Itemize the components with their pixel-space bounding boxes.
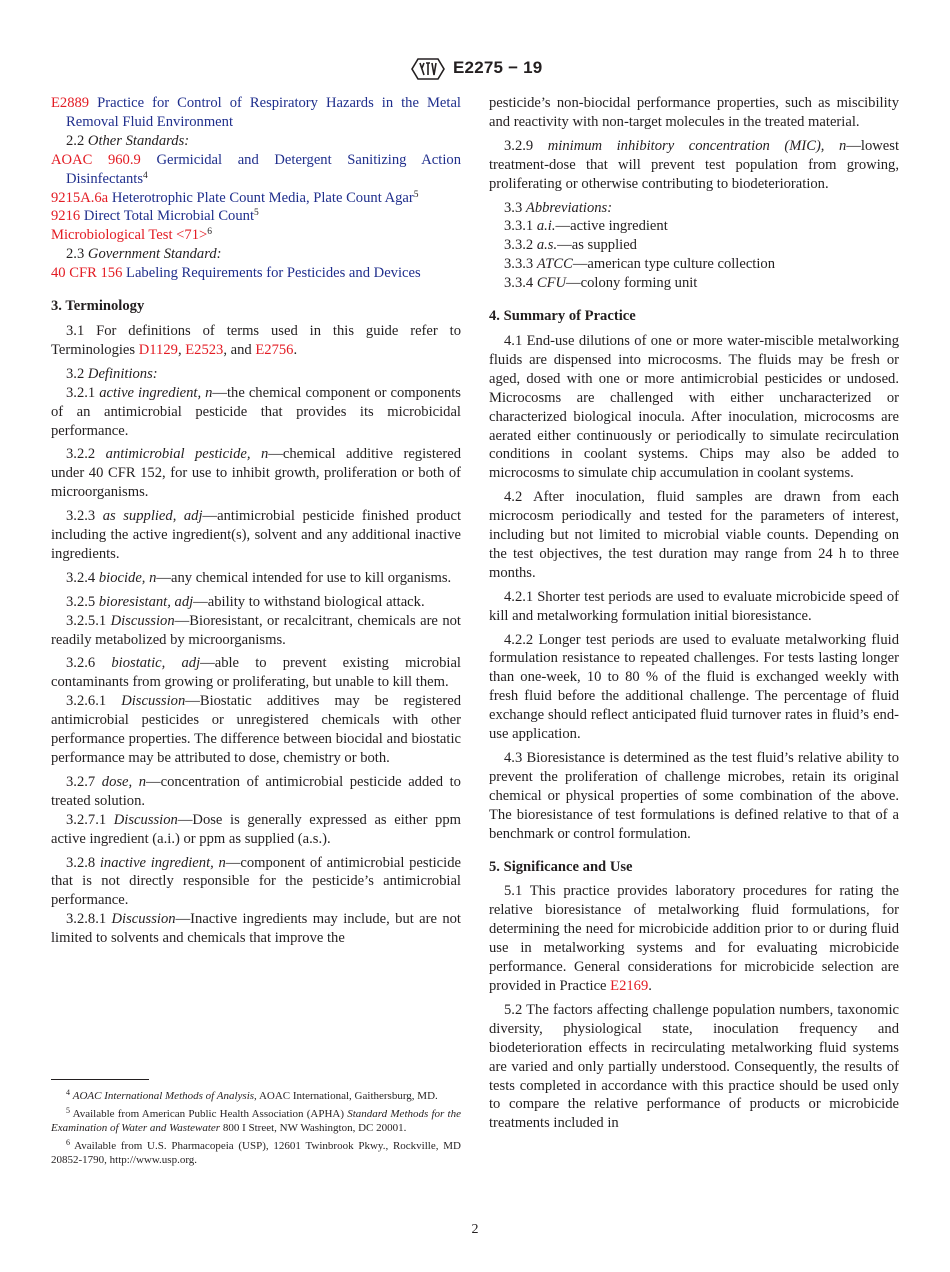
section-heading: 4. Summary of Practice: [489, 308, 636, 325]
reference-entry: Microbiological Test <71>$^6$: [51, 227, 212, 244]
definition: 3.2.8 inactive ingredient, n—component of antimicrobial pesticide that is not directly responsible for the pesticide’s antimicrobial performance.: [51, 854, 461, 909]
paragraph: 3.1 For definitions of terms used in this guide refer to Terminologies D1129, E2523, and E2756.: [51, 322, 461, 358]
paragraph: 4.2 After inoculation, fluid samples are drawn from each microcosm periodically and tested for the parameters of interest, including but not limited to microbial viable counts. Depending on the test objectives, the test duration may range from 24 h to three months.: [489, 489, 899, 581]
footnote-divider: [51, 1079, 149, 1080]
reference-entry: [51, 94, 461, 132]
definition: 3.2.5 bioresistant, adj—ability to withstand biological attack.: [66, 593, 425, 610]
paragraph: 5.1 This practice provides laboratory procedures for rating the relative bioresistance of metalworking fluid formulations, for determining the need for microbicide addition prior to or during fluid use in metalworking systems and for evaluating microbicide performance. General considerations for microbicide selection are provided in Practice E2169.: [489, 883, 899, 994]
reference-link[interactable]: E2523: [185, 341, 224, 358]
definition: 3.2.5.1 Discussion—Bioresistant, or recalcitrant, chemicals are not readily metabolized by microorganisms.: [51, 612, 461, 648]
subsection-heading: 2.3 Government Standard:: [66, 246, 222, 263]
footnote: $^6$ Available from U.S. Pharmacopeia (USP), 12601 Twinbrook Pkwy., Rockville, MD 20852-1790, http://www.usp.org.: [51, 1138, 461, 1166]
reference-entry: 9216 Direct Total Microbial Count$^5$: [51, 208, 259, 225]
reference-link[interactable]: E2169: [610, 977, 649, 994]
reference-entry: AOAC 960.9 Germicidal and Detergent Sanitizing Action Disinfectants$^4$: [51, 151, 461, 187]
definition: 3.2.6.1 Discussion—Biostatic additives may be registered antimicrobial pesticides or unregistered chemicals with other performance properties. The difference between biocidal and biostatic performance may be attributed to dose, chemistry or both.: [51, 693, 461, 766]
paragraph: 4.3 Bioresistance is determined as the test fluid’s relative ability to prevent the proliferation of challenge microbes, retain its original chemical or physical properties of some combination of the above. The bioresistance of test formulations is defined relative to that of a benchmark or control formulation.: [489, 750, 899, 842]
definition: 3.2.6 biostatic, adj—able to prevent existing microbial contaminants from growing or proliferating, but unable to kill them.: [51, 655, 461, 691]
document-id: E2275 − 19: [453, 58, 543, 77]
subsection-heading: 2.2 Other Standards:: [66, 132, 190, 149]
paragraph: 4.1 End-use dilutions of one or more water-miscible metalworking fluids are dispensed into microcosms. The fluids may be fresh or aged, dosed with one or more antimicrobial pesticides or undosed. Microcosms are challenged with either uncharacterized or characterized biological inocula. After inoculation, microcosms are aerated either continuously or periodically to simulate recirculation conditions in coolant systems. Chips may also be added to microcosms to simulate chip accumulation in coolant systems.: [489, 332, 899, 482]
abbreviation: 3.3.2 a.s.—as supplied: [504, 237, 637, 254]
definition: 3.2.9 minimum inhibitory concentration (MIC), n—lowest treatment-dose that will prevent test population from growing, proliferating or otherwise contributing to biodeterioration.: [489, 137, 900, 192]
definition: 3.2.7.1 Discussion—Dose is generally expressed as either ppm active ingredient (a.i.) or ppm as supplied (a.s.).: [51, 811, 461, 847]
reference-title[interactable]: Practice for Control of Respiratory Hazards in the Metal Removal Fluid Environment: [66, 95, 461, 130]
paragraph: 4.2.1 Shorter test periods are used to evaluate microbicide speed of kill and metalworking formulation initial bioresistance.: [489, 588, 899, 624]
footnote: $^4$ AOAC International Methods of Analysis, AOAC International, Gaithersburg, MD.: [66, 1088, 438, 1102]
footnotes: [51, 1089, 461, 1171]
footnote: $^5$ Available from American Public Health Association (APHA) Standard Methods for the Examination of Water and Wastewater 800 I Street, NW Washington, DC 20001.: [51, 1106, 461, 1134]
reference-code[interactable]: E2889: [51, 95, 90, 111]
abbreviation: 3.3.4 CFU—colony forming unit: [504, 275, 698, 292]
section-heading: 5. Significance and Use: [489, 858, 633, 875]
definition: 3.2.8.1 Discussion—Inactive ingredients may include, but are not limited to solvents and chemicals that improve the: [51, 911, 461, 947]
definition: 3.2.1 active ingredient, n—the chemical component or components of an antimicrobial pesticide that provides its microbicidal performance.: [51, 384, 461, 439]
right-column: [489, 94, 899, 1133]
page-header: [0, 56, 950, 82]
astm-logo-icon: [408, 56, 448, 82]
definition: 3.2.3 as supplied, adj—antimicrobial pesticide finished product including the active ingredient(s), solvent and any additional inactive ingredients.: [51, 508, 461, 562]
abbreviation: 3.3.1 a.i.—active ingredient: [504, 218, 668, 235]
subsection-heading: 3.2 Definitions:: [66, 365, 158, 382]
paragraph: 4.2.2 Longer test periods are used to evaluate metalworking fluid formulation resistance to repeated challenges. For tests lasting longer than one-week, 10 to 80 % of the fluid is exchanged weekly with fresh fluid before the additional challenge. The percentage of fluid exchange should reflect anticipated fluid turnover rates in fluid’s end-use application.: [489, 631, 899, 743]
reference-link[interactable]: D1129: [138, 341, 178, 358]
definition: 3.2.4 biocide, n—any chemical intended for use to kill organisms.: [66, 569, 452, 586]
abbreviation: 3.3.3 ATCC—american type culture collection: [504, 256, 776, 273]
page-number: 2: [471, 1222, 479, 1237]
reference-link[interactable]: E2756: [255, 341, 294, 358]
subsection-heading: 3.3 Abbreviations:: [504, 199, 613, 216]
definition: 3.2.7 dose, n—concentration of antimicrobial pesticide added to treated solution.: [51, 773, 461, 809]
reference-entry: 9215A.6a Heterotrophic Plate Count Media, Plate Count Agar$^5$: [51, 189, 419, 206]
paragraph: 5.2 The factors affecting challenge population numbers, taxonomic diversity, physiological state, inoculation frequency and biodeterioration effects in recirculating metalworking fluid systems are varied and only partially understood. Consequently, the results of tests completed in accordance with this practice should be used only to compare the relative performance of products or microbicide treatments included in: [489, 1001, 899, 1132]
definition: 3.2.2 antimicrobial pesticide, n—chemical additive registered under 40 CFR 152, for use to inhibit growth, proliferation or both of microorganisms.: [51, 446, 461, 501]
section-heading: 3. Terminology: [51, 298, 145, 315]
reference-entry: 40 CFR 156 Labeling Requirements for Pesticides and Devices: [51, 265, 421, 282]
paragraph: pesticide’s non-biocidal performance properties, such as miscibility and reactivity with non-target molecules in the treated material.: [489, 95, 899, 130]
left-column: [51, 94, 461, 948]
